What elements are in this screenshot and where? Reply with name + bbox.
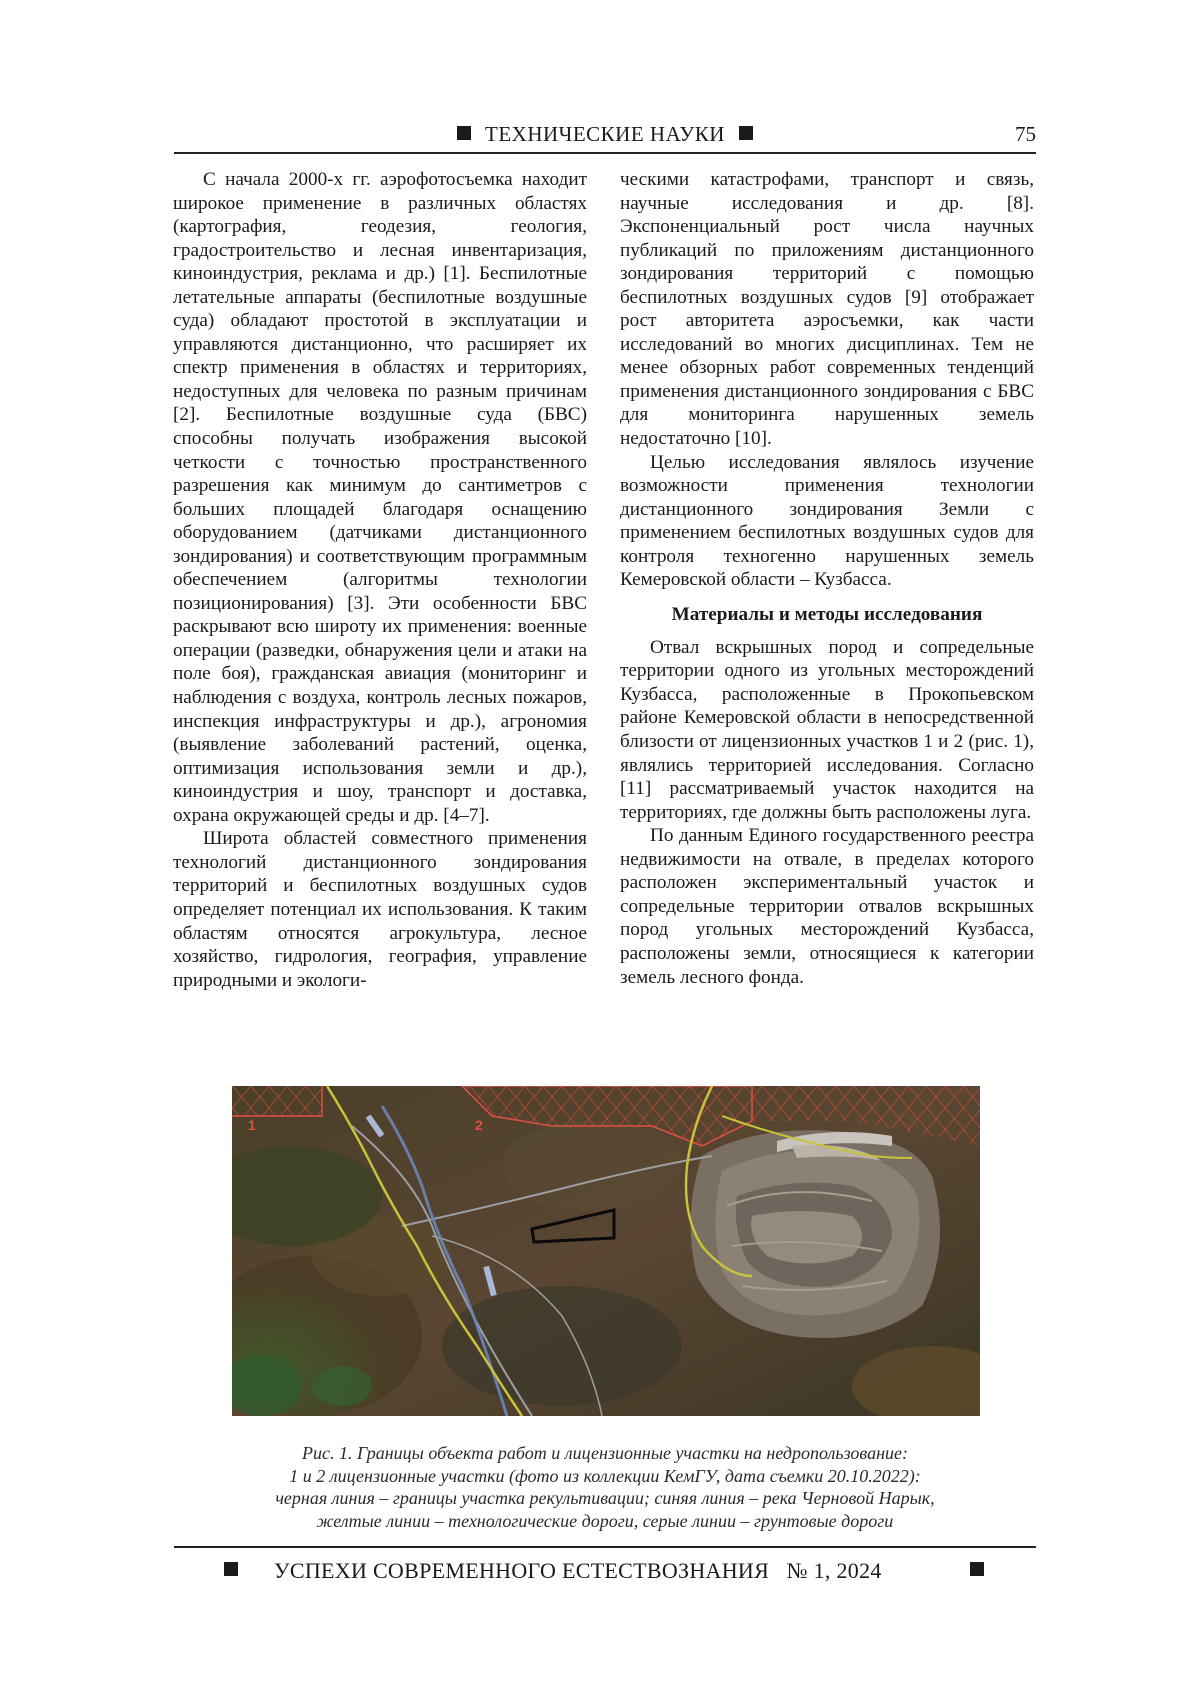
license-area-label-2: 2 <box>475 1117 483 1133</box>
caption-line: Рис. 1. Границы объекта работ и лицензионные участки на недропользование: <box>301 1443 908 1463</box>
aerial-map-image <box>232 1086 980 1416</box>
right-column <box>620 168 1034 989</box>
square-bullet-icon <box>739 126 753 140</box>
section-title-row <box>174 122 1036 147</box>
paragraph: Целью исследования являлось изучение возможности применения технологии дистанционного зондирования Земли с применением беспилотных воздушных судов для контроля техногенно нарушенных земель Кемеровской области – Кузбасса. <box>620 451 1034 591</box>
paragraph: С начала 2000-х гг. аэрофотосъемка находит широкое применение в различных областях (картография, геодезия, геология, градостроительство и лесная инвентаризация, киноиндустрия, реклама и др.) [1]. Беспилотные летательные аппараты (беспилотные воздушные суда) обладают простотой в эксплуатации и управляются дистанционно, что расширяет их спектр применения в областях и территориях, недоступных для человека по разным причинам [2]. Беспилотные воздушные суда (БВС) способны получать изображения высокой четкости с точностью пространственного разрешения как минимум до сантиметров с больших площадей благодаря оснащению оборудованием (датчиками дистанционного зондирования) и соответствующим программным обеспечением (алгоритмы технологии позиционирования) [3]. Эти особенности БВС раскрывают всю широту их применения: военные операции (разведки, обнаружения цели и атаки на поле боя), гражданская авиация (мониторинг и наблюдения с воздуха, контроль лесных пожаров, инспекция инфраструктуры и др.), агрономия (выявление заболеваний растений, оценка, оптимизация использования земли и др.), киноиндустрия и шоу, транспорт и доставка, охрана окружающей среды и др. [4–7]. <box>173 169 587 826</box>
license-area-label-1: 1 <box>248 1117 256 1133</box>
paragraph: ческими катастрофами, транспорт и связь, научные исследования и др. [8]. Экспоненциальный рост числа научных публикаций по приложениям дистанционного зондирования территорий с помощью беспилотных воздушных судов [9] отображает рост авторитета аэросъемки, как части исследований во многих дисциплинах. Тем не менее обзорных работ современных тенденций применения дистанционного зондирования с БВС для мониторинга нарушенных земель недостаточно [10]. <box>620 169 1034 450</box>
figure-caption <box>174 1442 1036 1532</box>
page-number: 75 <box>1015 122 1036 146</box>
running-header <box>174 118 1036 154</box>
section-heading: Материалы и методы исследования <box>671 603 983 625</box>
caption-line: желтые линии – технологические дороги, серые линии – грунтовые дороги <box>316 1510 894 1531</box>
journal-issue: № 1, 2024 <box>786 1558 882 1583</box>
paragraph: Широта областей совместного применения технологий дистанционного зондирования территорий и беспилотных воздушных судов определяет потенциал их использования. К таким областям относятся агрокультура, лесное хозяйство, гидрология, география, управление природными и экологи- <box>173 828 587 991</box>
aerial-photo-figure <box>232 1086 980 1416</box>
caption-line: 1 и 2 лицензионные участки (фото из коллекции КемГУ, дата съемки 20.10.2022): <box>289 1465 921 1486</box>
square-bullet-icon <box>970 1562 984 1576</box>
paragraph: Отвал вскрышных пород и сопредельные территории одного из угольных месторождений Кузбасса, расположенные в Прокопьевском районе Кемеровской области в непосредственной близости от лицензионных участков 1 и 2 (рис. 1), являлись территорией исследования. Согласно [11] рассматриваемый участок находится на территориях, где должны быть расположены луга. <box>620 636 1034 823</box>
running-footer <box>174 1546 1036 1586</box>
footer-journal-row <box>274 1558 882 1584</box>
journal-title: УСПЕХИ СОВРЕМЕННОГО ЕСТЕСТВОЗНАНИЯ <box>274 1558 770 1583</box>
square-bullet-icon <box>457 126 471 140</box>
left-column <box>173 168 587 992</box>
caption-line: черная линия – границы участка рекультивации; синяя линия – река Черновой Нарык, <box>275 1488 935 1508</box>
paragraph: По данным Единого государственного реестра недвижимости на отвале, в пределах которого расположен экспериментальный участок и сопредельные территории отвалов вскрышных пород угольных месторождений Кузбасса, расположены земли, относящиеся к категории земель лесного фонда. <box>620 825 1034 988</box>
square-bullet-icon <box>224 1562 238 1576</box>
section-title: ТЕХНИЧЕСКИЕ НАУКИ <box>485 122 725 146</box>
